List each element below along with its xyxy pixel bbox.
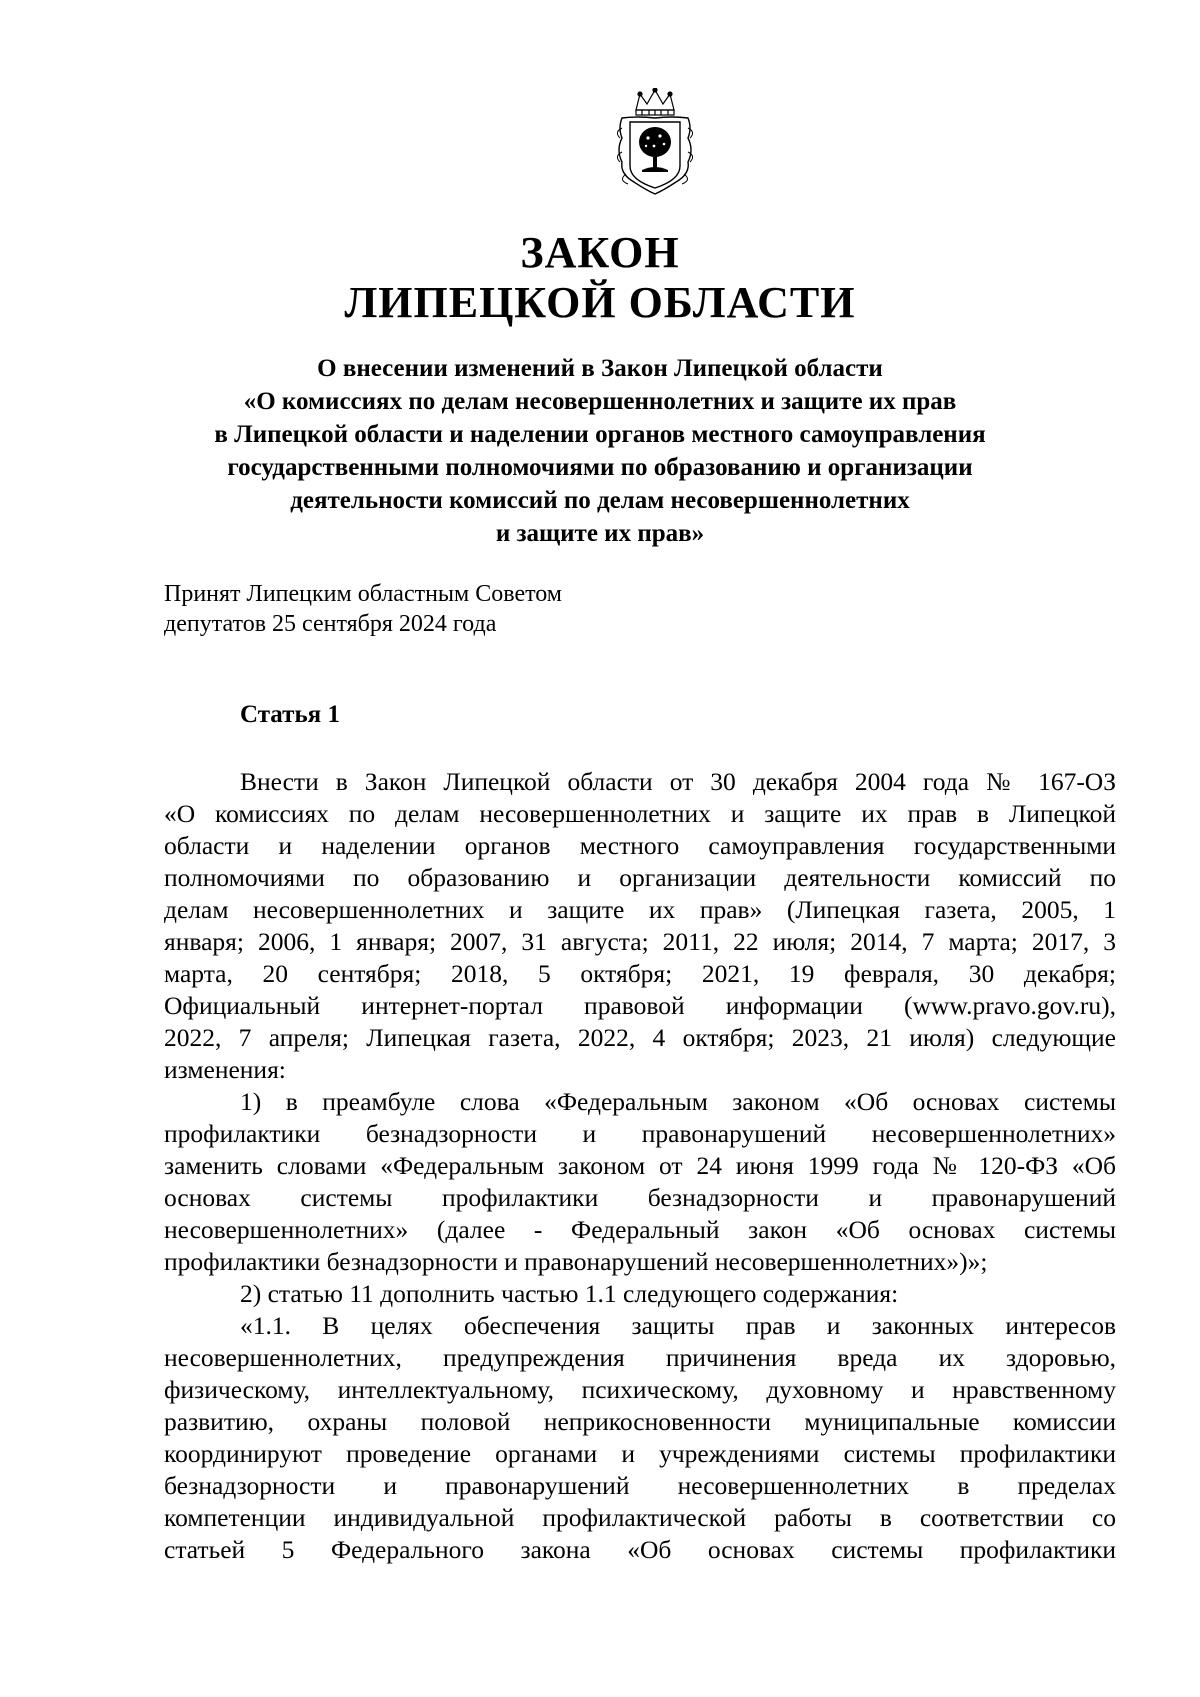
subtitle-line: в Липецкой области и наделении органов местного самоуправления	[214, 421, 986, 448]
body-line: несовершеннолетних» (далее - Федеральный закон «Об основах системы	[164, 1215, 1116, 1244]
body-line: «1.1. В целях обеспечения защиты прав и законных интересов	[240, 1311, 1116, 1340]
body-line: «О комиссиях по делам несовершеннолетних и защите их прав в Липецкой	[164, 799, 1116, 828]
body-line: изменения:	[164, 1055, 286, 1084]
body-line: полномочиями по образованию и организации деятельности комиссий по	[164, 863, 1116, 892]
subtitle-line: О внесении изменений в Закон Липецкой области	[317, 355, 883, 382]
subtitle-line: деятельности комиссий по делам несовершеннолетних	[290, 487, 910, 514]
body-line: марта, 20 сентября; 2018, 5 октября; 2021, 19 февраля, 30 декабря;	[164, 959, 1116, 988]
body-line: профилактики безнадзорности и правонарушений несовершеннолетних»	[164, 1119, 1116, 1148]
body-line: 2022, 7 апреля; Липецкая газета, 2022, 4 октября; 2023, 21 июля) следующие	[164, 1023, 1116, 1052]
body-line: области и наделении органов местного самоуправления государственными	[164, 831, 1116, 860]
law-title-line2: ЛИПЕЦКОЙ ОБЛАСТИ	[344, 278, 856, 327]
article-body	[164, 766, 1116, 1566]
body-line: компетенции индивидуальной профилактической работы в соответствии со	[164, 1503, 1116, 1532]
body-line: 2) статью 11 дополнить частью 1.1 следующего содержания:	[240, 1279, 899, 1308]
body-line: Внести в Закон Липецкой области от 30 декабря 2004 года № 167-ОЗ	[240, 767, 1116, 796]
subtitle-line: и защите их прав»	[495, 520, 705, 547]
subtitle-line: государственными полномочиями по образованию и организации	[227, 454, 973, 481]
body-line: координируют проведение органами и учреждениями системы профилактики	[164, 1439, 1116, 1468]
body-line: января; 2006, 1 января; 2007, 31 августа; 2011, 22 июля; 2014, 7 марта; 2017, 3	[164, 927, 1116, 956]
body-line: статьей 5 Федерального закона «Об основах системы профилактики	[164, 1535, 1116, 1564]
body-line: 1) в преамбуле слова «Федеральным законом «Об основах системы	[240, 1087, 1116, 1116]
body-line: безнадзорности и правонарушений несовершеннолетних в пределах	[164, 1471, 1116, 1500]
subtitle-line: «О комиссиях по делам несовершеннолетних и защите их прав	[243, 388, 957, 415]
coat-of-arms-lipetsk-icon	[612, 88, 698, 198]
law-subtitle	[0, 352, 1200, 550]
adoption-line: Принят Липецким областным Советом	[164, 581, 562, 607]
body-line: физическому, интеллектуальному, психическому, духовному и нравственному	[164, 1375, 1116, 1404]
body-line: Официальный интернет-портал правовой информации (www.pravo.gov.ru),	[164, 991, 1116, 1020]
body-line: делам несовершеннолетних и защите их прав» (Липецкая газета, 2005, 1	[164, 895, 1116, 924]
body-line: профилактики безнадзорности и правонарушений несовершеннолетних»)»;	[164, 1247, 988, 1276]
body-line: несовершеннолетних, предупреждения причинения вреда их здоровью,	[164, 1343, 1116, 1372]
adoption-line: депутатов 25 сентября 2024 года	[164, 611, 497, 637]
body-line: заменить словами «Федеральным законом от 24 июня 1999 года № 120-ФЗ «Об	[164, 1151, 1116, 1180]
article-heading: Статья 1	[240, 701, 340, 728]
body-line: развитию, охраны половой неприкосновенности муниципальные комиссии	[164, 1407, 1116, 1436]
body-line: основах системы профилактики безнадзорности и правонарушений	[164, 1183, 1116, 1212]
law-title-line1: ЗАКОН	[520, 228, 680, 277]
adoption-note	[164, 579, 562, 639]
